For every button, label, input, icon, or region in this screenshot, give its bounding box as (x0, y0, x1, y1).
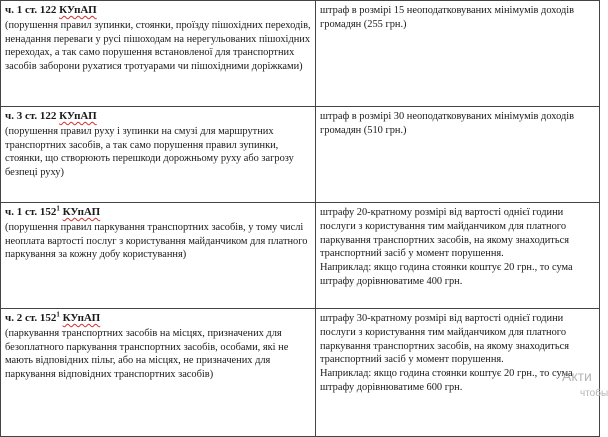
table-row (1, 1, 600, 107)
law-reference (5, 206, 311, 220)
law-description: (порушення правил зупинки, стоянки, проїзду пішохідних переходів, ненадання переваги у русі пішоходам на нерегульованих пішохідних переходах, а так само порушення встановленої для транспортних засобів заборони рухатися тротуарами чи пішохідними доріжками) (5, 19, 311, 73)
fine-cell (316, 203, 600, 309)
law-article: ч. 1 ст. 122 (5, 4, 60, 16)
law-reference (5, 110, 311, 124)
law-code: КУпАП (62, 312, 101, 324)
fine-amount: штрафу 30-кратному розмірі від вартості однієї години послуги з користування тим майданчиком для платного паркування транспортних засобів, на якому знаходиться транспортний засіб у момент порушення. (320, 313, 569, 366)
table-row (1, 107, 600, 203)
fine-example: Наприклад: якщо година стоянки коштує 20 грн., то сума штрафу дорівнюватиме 600 грн. (320, 368, 573, 393)
fine-cell (316, 309, 600, 437)
law-cell (1, 203, 316, 309)
law-superscript: 1 (56, 310, 60, 319)
law-article: ч. 2 ст. 152 (5, 312, 57, 324)
law-code: КУпАП (59, 110, 97, 122)
law-cell (1, 1, 316, 107)
law-article: ч. 3 ст. 122 (5, 110, 60, 122)
fine-amount: штраф в розмірі 15 неоподатковуваних мінімумів доходів громадян (255 грн.) (320, 5, 575, 30)
law-code: КУпАП (59, 4, 97, 16)
fine-cell (316, 1, 600, 107)
fine-amount: штраф в розмірі 30 неоподатковуваних мінімумів доходів громадян (510 грн.) (320, 111, 575, 136)
law-cell (1, 107, 316, 203)
fine-cell (316, 107, 600, 203)
law-description: (порушення правил паркування транспортних засобів, у тому числі неоплата вартості послуг з користування майданчиком для платного паркування за кожну добу користування) (5, 221, 308, 261)
law-description: (порушення правил руху і зупинки на смузі для маршрутних транспортних засобів, а так само порушення правил зупинки, стоянки, що створюють перешкоди дорожньому руху або загрозу безпеці руху) (5, 125, 294, 179)
watermark-line: чтобы (580, 388, 608, 399)
fine-amount: штрафу 20-кратному розмірі від вартості однієї години послуги з користування тим майданчиком для платного паркування транспортних засобів, на якому знаходиться транспортний засіб у момент порушення. (320, 207, 569, 260)
fine-example: Наприклад: якщо година стоянки коштує 20 грн., то сума штрафу дорівнюватиме 400 грн. (320, 262, 573, 287)
table-row (1, 309, 600, 437)
law-reference (5, 312, 311, 326)
law-description: (паркування транспортних засобів на місцях, призначених для безоплатного паркування транспортних засобів, особами, які не мають відповідних пільг, або на місцях, не призначених для паркування відповідних транспортних засобів) (5, 327, 289, 381)
law-article: ч. 1 ст. 152 (5, 206, 57, 218)
law-superscript: 1 (56, 204, 60, 213)
law-code: КУпАП (62, 206, 101, 218)
watermark-line: Акти (562, 368, 592, 384)
law-cell (1, 309, 316, 437)
law-reference (5, 4, 311, 18)
table-row (1, 203, 600, 309)
